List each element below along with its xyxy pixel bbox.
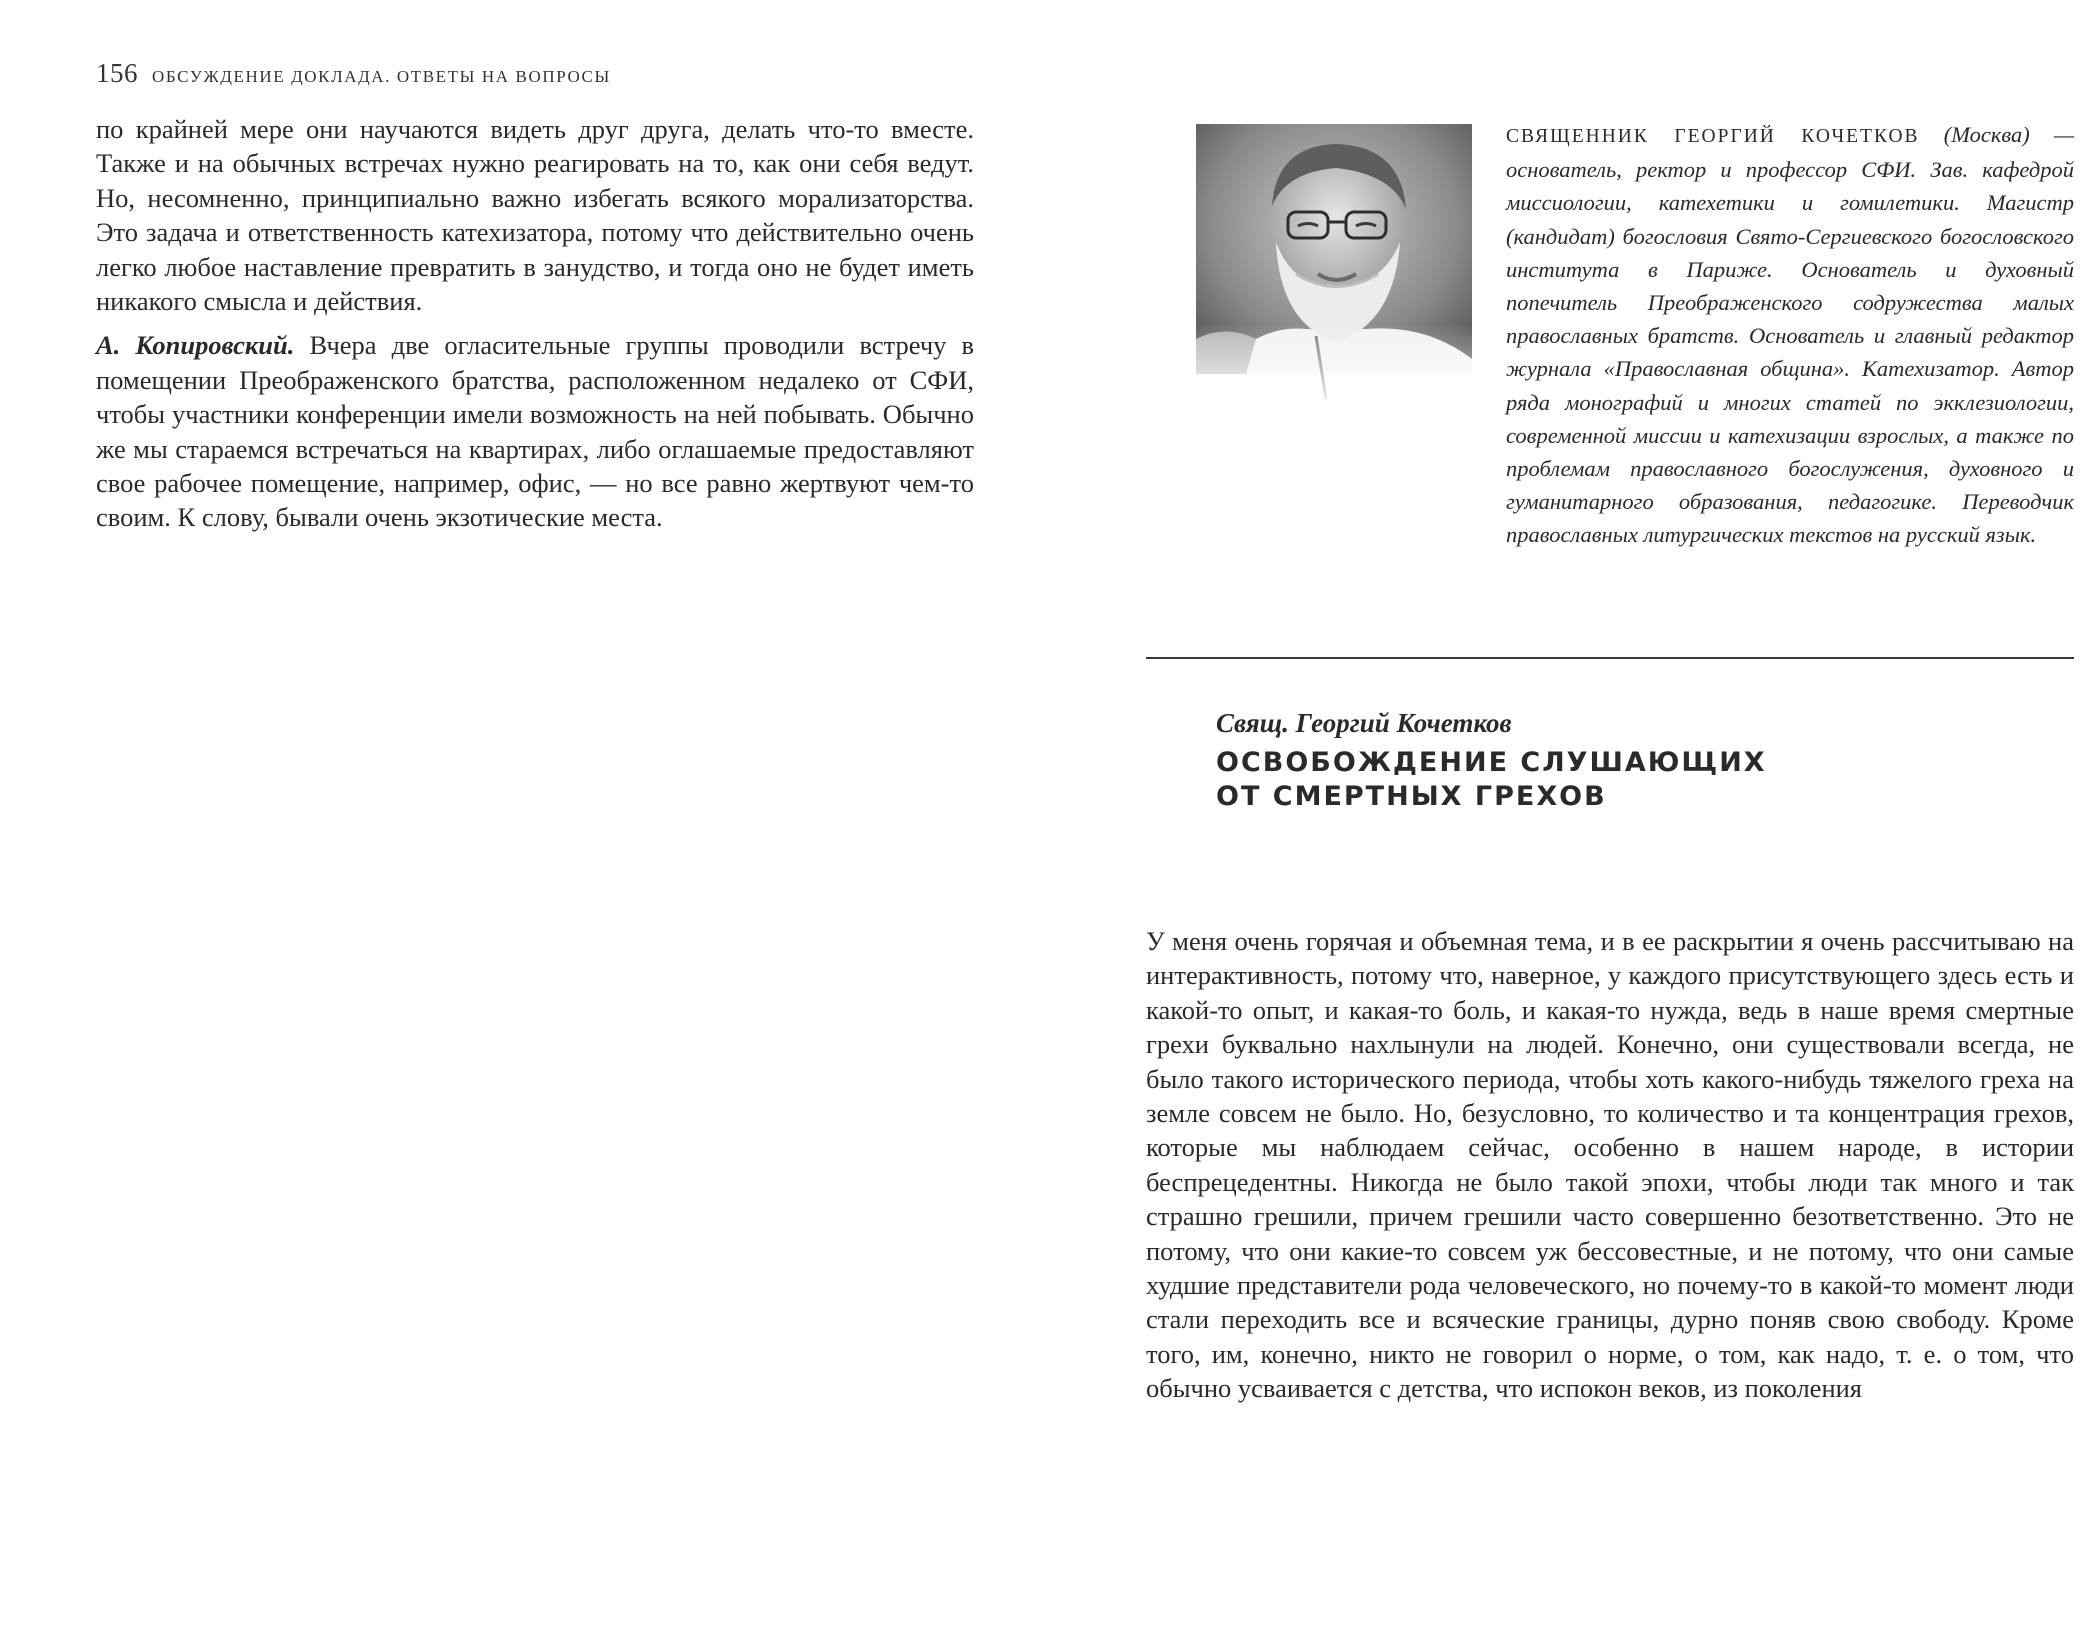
left-column xyxy=(96,112,974,535)
paragraph: У меня очень горячая и объемная тема, и в ее раскрытии я очень рассчитываю на интерактивность, потому что, наверное, у каждого присутствующего здесь есть и какой-то опыт, и какая-то боль, и какая-то нужда, ведь в наше время смертные грехи буквально нахлынули на людей. Конечно, они существовали всегда, не было такого исторического периода, чтобы хоть какого-нибудь тяжелого греха на земле совсем не было. Но, безусловно, то количество и та концентрация грехов, которые мы наблюдаем сейчас, особенно в нашем народе, в истории беспрецедентны. Никогда не было такой эпохи, чтобы люди так много и так страшно грешили, причем грешили часто совершенно безответственно. Это не потому, что они какие-то совсем уж бессовестные, и не потому, что они самые худшие представители рода человеческого, но почему-то в какой-то момент люди стали переходить все и всяческие границы, дурно поняв свою свободу. Кроме того, им, конечно, никто не говорил о норме, о том, как надо, т. е. о том, что обычно усваивается с детства, что испокон веков, из поколения xyxy=(1146,926,2074,1404)
article-title-line: ОСВОБОЖДЕНИЕ СЛУШАЮЩИХ xyxy=(1216,747,1767,778)
paragraph xyxy=(96,328,974,534)
bio-name: СВЯЩЕННИК ГЕОРГИЙ КОЧЕТКОВ xyxy=(1506,126,1920,147)
right-page xyxy=(1050,0,2100,1626)
article-body xyxy=(1146,924,2074,1406)
paragraph: по крайней мере они научаются видеть друг друга, делать что-то вместе. Также и на обычных встречах нужно реагировать на то, как они себя ведут. Но, несомненно, принципиально важно избегать всякого морализаторства. Это задача и ответственность катехизатора, потому что действительно очень легко любое наставление превратить в занудство, и тогда оно не будет иметь никакого смысла и действия. xyxy=(96,114,974,317)
bio-text: (Москва) — основатель, ректор и профессор СФИ. Зав. кафедрой миссиологии, катехетики и гомилетики. Магистр (кандидат) богословия Свято-Сергиевского богословского института в Париже. Основатель и духовный попечитель Преображенского содружества малых православных братств. Основатель и главный редактор журнала «Православная община». Катехизатор. Автор ряда монографий и многих статей по экклезиологии, современной миссии и катехизации взрослых, а также по проблемам православного богослужения, духовного и гуманитарного образования, педагогике. Переводчик православных литургических текстов на русский язык. xyxy=(1506,122,2074,548)
article-author: Свящ. Георгий Кочетков xyxy=(1216,708,1512,738)
running-header xyxy=(96,58,996,89)
speaker-name: А. Копировский. xyxy=(96,330,295,361)
article-title-line: ОТ СМЕРТНЫХ ГРЕХОВ xyxy=(1216,781,1607,812)
article-title xyxy=(1216,746,1916,814)
section-divider xyxy=(1146,657,2074,659)
running-title: ОБСУЖДЕНИЕ ДОКЛАДА. ОТВЕТЫ НА ВОПРОСЫ xyxy=(152,67,611,86)
author-portrait xyxy=(1196,124,1472,414)
page-number: 156 xyxy=(96,58,138,88)
speaker-remark: Вчера две огласительные группы проводили встречу в помещении Преображенского братства, расположенном недалеко от СФИ, чтобы участники конференции имели возможность на ней побывать. Обычно же мы стараемся встречаться на квартирах, либо оглашаемые предоставляют свое рабочее помещение, например, офис, — но все равно жертвуют чем-то своим. К слову, бывали очень экзотические места. xyxy=(96,330,974,533)
author-bio xyxy=(1506,118,2074,552)
